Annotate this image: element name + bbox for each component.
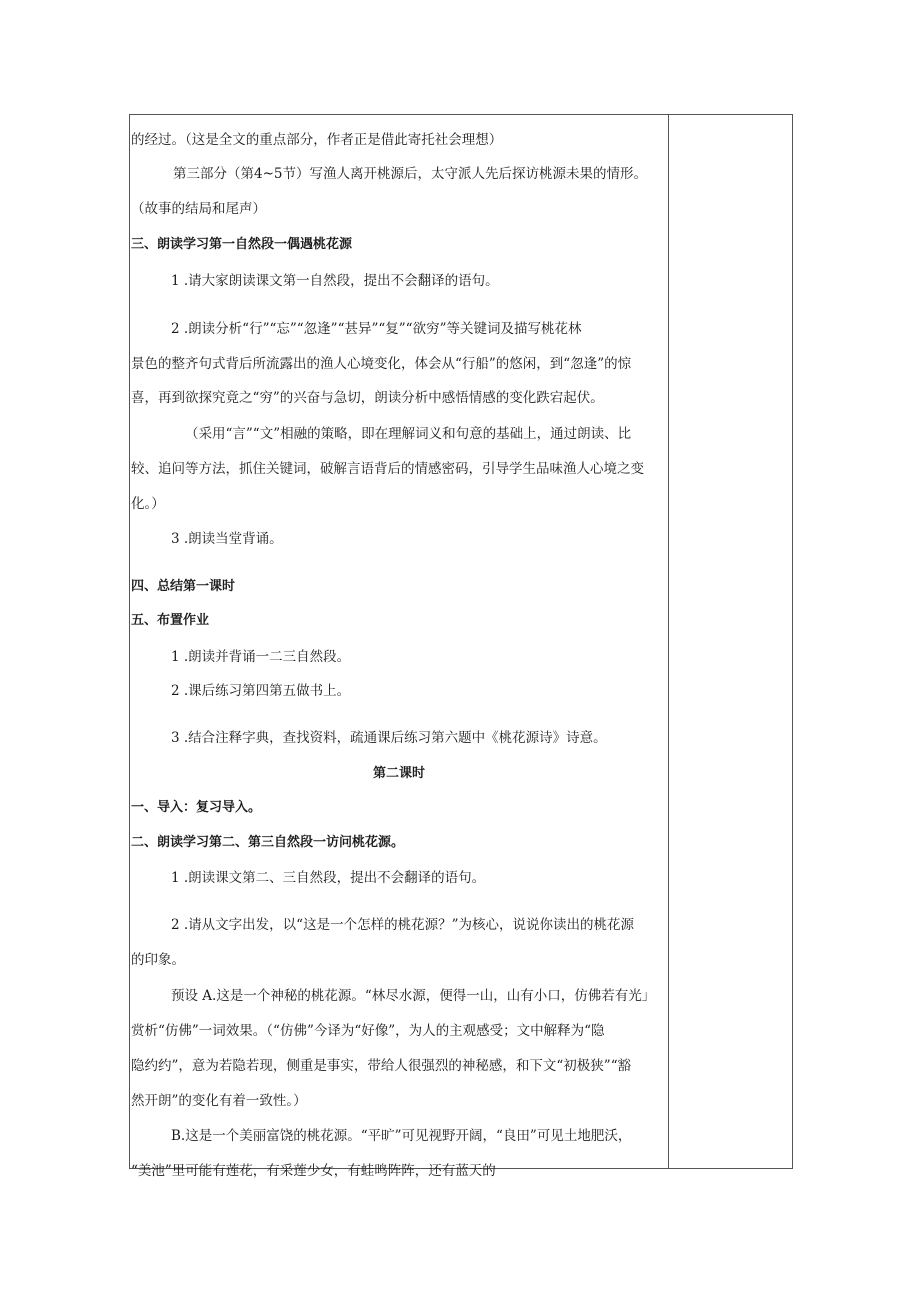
lesson-two-heading: 第二课时	[372, 766, 425, 781]
text-line: 隐约约”，意为若隐若现，侧重是事实，带给人很强烈的神秘感，和下文“初极狭”“豁	[131, 1058, 632, 1074]
section-heading: 二、朗读学习第二、第三自然段一访问桃花源。	[131, 835, 405, 850]
text-line: 的经过。（这是全文的重点部分，作者正是借此寄托社会理想）	[131, 132, 503, 148]
list-item: 1 .请大家朗读课文第一自然段，提出不会翻译的语句。	[171, 273, 499, 289]
section-heading: 一、导入：复习导入。	[131, 800, 262, 815]
text-line: B.这是一个美丽富饶的桃花源。“平旷”可见视野开阔，“良田”可见土地肥沃，	[171, 1128, 632, 1144]
notes-column-cell	[669, 115, 792, 1168]
list-item: 2 .朗读分析“行”“忘”“忽逢”“甚异”“复”“欲穷”等关键词及描写桃花林	[171, 321, 582, 337]
list-item: 1 .朗读课文第二、三自然段，提出不会翻译的语句。	[171, 870, 486, 886]
text-line: 的印象。	[131, 952, 185, 968]
text-line: 赏析“仿佛”一词效果。（“仿佛”今译为“好像”，为人的主观感受；文中解释为“隐	[131, 1023, 605, 1039]
text-line: 第三部分（第4~5节）写渔人离开桃源后，太守派人先后探访桃源未果的情形。	[173, 166, 647, 182]
list-item: 3 .结合注释字典，查找资料，疏通课后练习第六题中《桃花源诗》诗意。	[171, 730, 607, 746]
text-line: 景色的整齐句式背后所流露出的渔人心境变化，体会从“行船”的悠闲，到“忽逢”的惊	[131, 356, 632, 372]
text-line: 预设 A.这是一个神秘的桃花源。“林尽水源，便得一山，山有小口，仿佛若有光」	[171, 988, 656, 1004]
text-line: 较、追问等方法，抓住关键词，破解言语背后的情感密码，引导学生品味渔人心境之变	[131, 461, 644, 477]
list-item: 2 .请从文字出发，以“这是一个怎样的桃花源？”为核心，说说你读出的桃花源	[171, 917, 634, 933]
list-item: 2 .课后练习第四第五做书上。	[171, 683, 351, 699]
section-heading: 三、朗读学习第一自然段一偶遇桃花源	[131, 237, 353, 252]
text-line: 化。）	[131, 496, 165, 512]
list-item: 3 .朗读当堂背诵。	[171, 531, 283, 547]
section-heading: 五、布置作业	[131, 613, 210, 628]
text-line: （故事的结局和尾声）	[131, 201, 266, 217]
text-line: （采用“言”“文”相融的策略，即在理解词义和句意的基础上，通过朗读、比	[185, 426, 632, 442]
list-item: 1 .朗读并背诵一二三自然段。	[171, 649, 351, 665]
text-line: 然开朗”的变化有着一致性。）	[131, 1093, 307, 1109]
text-line: “美池”里可能有莲花，有采莲少女，有蛙鸣阵阵，还有蓝天的	[131, 1163, 496, 1179]
section-heading: 四、总结第一课时	[131, 579, 236, 594]
text-line: 喜，再到欲探究竟之“穷”的兴奋与急切，朗读分析中感悟情感的变化跌宕起伏。	[131, 390, 604, 406]
